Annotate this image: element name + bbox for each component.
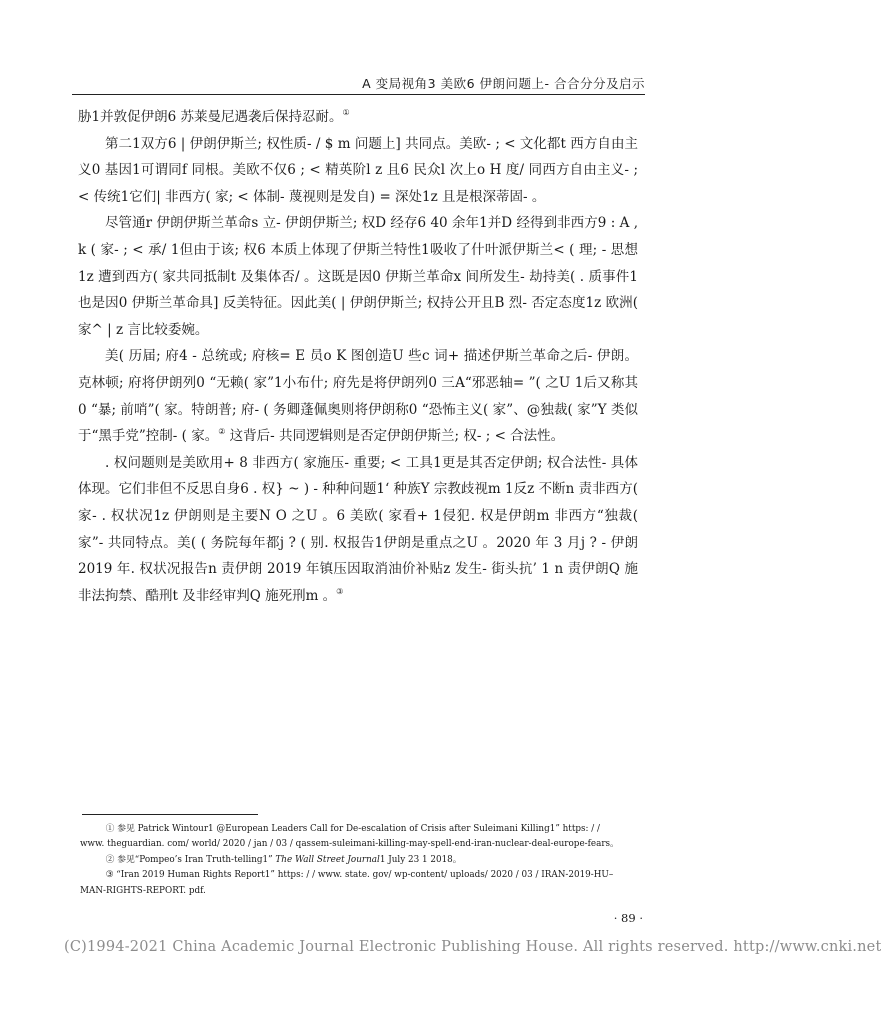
paragraph-2-text: 第二1双方6 | 伊朗伊斯兰; 权性质- / $ m 问题上] 共同点。美欧- ; < 文化都t 西方自由主义0 基因1可谓同f 同根。美欧不仅6 ; < 精英阶l z 且6 民众l 次上o H 度/ 同西方自由主义- ; < 传统1它们| 非西方( 家; < 体制- 蔑视则是发自) = 深处1z 且是根深蒂固- 。 xyxy=(78,135,638,205)
paragraph-5-text: . 权问题则是美欧用+ 8 非西方( 家施压- 重要; < 工具1更是其否定伊朗; 权合法性- 具体体现。它们非但不反思自身6 . 权} ~ ) - 种种问题1‘ 种族Y 宗教歧视m 1反z 不断n 责非西方( 家- . 权状况1z 伊朗则是主要N O 之U 。6 美欧( 家看+ 1侵犯. 权是伊朗m 非西方“独裁( 家”- 共同特点。美( ( 务院每年都j ? ( 别. 权报告1伊朗是重点之U 。2020 年 3 月j ? - 伊朗 2019 年. 权状况报告n 责伊朗 2019 年镇压因取消油价补贴z 发生- 街头抗’ 1 n 责伊朗Q 施非法拘禁、酷刑t 及非经审判Q 施死刑m 。 xyxy=(78,454,638,604)
footnote-2-tail: 1 July 23 1 2018。 xyxy=(379,854,462,865)
page-number: · 89 · xyxy=(613,911,643,925)
footnote-3-text: “Iran 2019 Human Rights Report1” https: / / www. state. gov/ wp-content/ uploads/ 2020 / 03 / IRAN-2019-HU– xyxy=(116,870,614,881)
running-header xyxy=(72,70,645,95)
footnote-3 xyxy=(88,868,626,883)
paragraph-1 xyxy=(78,104,638,131)
footnote-ref-1[interactable]: ① xyxy=(342,108,350,117)
footnote-1 xyxy=(88,822,626,837)
footnote-2-text: 参见“Pompeo’s Iran Truth-telling1” xyxy=(117,854,273,865)
footnote-3-continuation xyxy=(80,884,626,899)
footnote-1-text: 参见 Patrick Wintour1 @European Leaders Call for De-escalation of Crisis after Suleimani Killing1” https: / / xyxy=(117,824,600,834)
paragraph-4-tail: 这背后- 共同逻辑则是否定伊朗伊斯兰; 权- ; < 合法性。 xyxy=(225,428,565,445)
footnote-2 xyxy=(88,853,626,868)
paragraph-5 xyxy=(78,450,638,610)
footnote-2-journal: The Wall Street Journal xyxy=(275,854,380,865)
running-header-title: A 变局视角3 美欧6 伊朗问题上- 合合分分及启示 xyxy=(362,76,645,91)
footnote-3-url-end: MAN-RIGHTS-REPORT. pdf. xyxy=(80,885,206,896)
footnote-divider xyxy=(82,814,258,815)
paragraph-3 xyxy=(78,210,638,343)
footnote-ref-3[interactable]: ③ xyxy=(336,586,344,596)
footnote-1-marker: ① xyxy=(105,824,115,834)
footnote-1-continuation xyxy=(80,837,626,852)
paragraph-4-text: 美( 历届; 府4 - 总统或; 府核= E 员o K 图创造U 些c 词+ 描述伊斯兰革命之后- 伊朗。克林顿; 府将伊朗列0 “无赖( 家”1小布什; 府先是将伊朗列0 三A“邪恶轴= ”( 之U 1后又称其0 “暴; 前哨”( 家。特朗普; 府- ( 务卿蓬佩奥则将伊朗称0 “恐怖主义( 家”、@独裁( 家”Y 类似于“黑手党”控制- ( 家。 xyxy=(78,348,638,445)
footnote-ref-2[interactable]: ② xyxy=(218,427,226,437)
body-text xyxy=(78,104,638,609)
paragraph-3-text: 尽管通r 伊朗伊斯兰革命s 立- 伊朗伊斯兰; 权D 经存6 40 余年1并D 经得到非西方9 : A , k ( 家- ; < 承/ 1但由于该; 权6 本质上体现了伊斯兰特性1吸收了什叶派伊斯兰< ( 理; - 思想1z 遭到西方( 家共同抵制t 及集体否/ 。这既是因0 伊斯兰革命x 间所发生- 劫持美( . 质事件1也是因0 伊斯兰革命具] 反美特征。因此美( | 伊朗伊斯兰; 权持公开且B 烈- 否定态度1z 欧洲( 家^ | z 言比较委婉。 xyxy=(78,215,638,338)
footnote-1-url[interactable]: www. theguardian. com/ world/ 2020 / jan / 03 / qassem-suleimani-killing-may-spell-end-iran-nuclear-deal-europe-fears。 xyxy=(80,839,619,850)
paragraph-1-text: 胁1并敦促伊朗6 苏莱曼尼遇袭后保持忍耐。 xyxy=(78,109,343,125)
footnote-2-marker: ② xyxy=(105,854,115,865)
footnote-3-marker: ③ xyxy=(105,870,114,881)
copyright-watermark: (C)1994-2021 China Academic Journal Electronic Publishing House. All rights reserved. http://www.cnki.net xyxy=(64,939,881,955)
paragraph-2 xyxy=(78,131,638,211)
paragraph-4 xyxy=(78,343,638,449)
footnotes xyxy=(80,822,626,899)
